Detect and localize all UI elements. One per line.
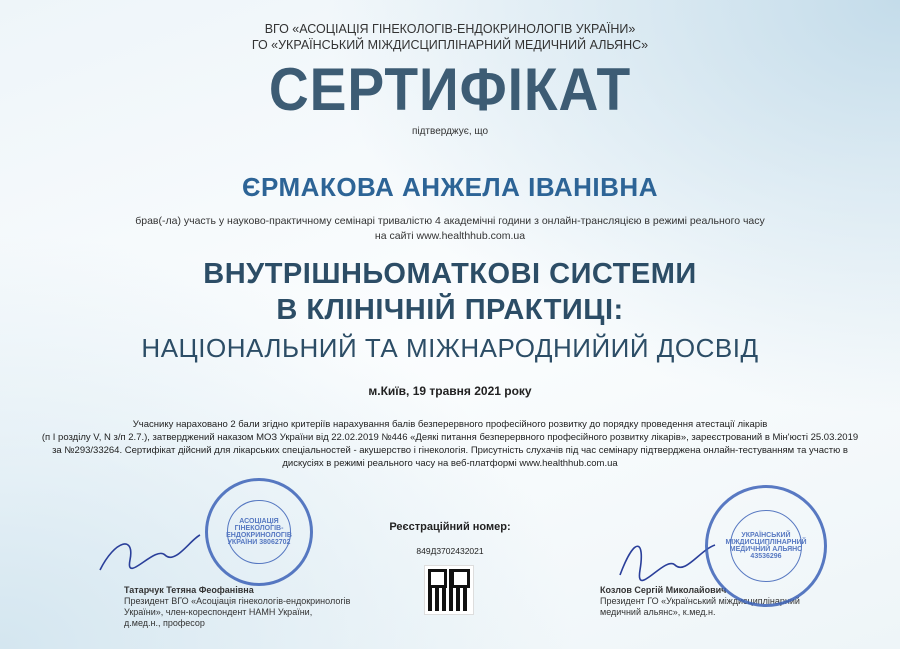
- signatory-left-name: Татарчук Тетяна Феофанівна: [124, 585, 254, 595]
- recipient-name: ЄРМАКОВА АНЖЕЛА ІВАНІВНА: [242, 172, 658, 202]
- details-line-1: Учаснику нараховано 2 бали згідно критеріїв нарахування балів безперервного професійного розвитку до порядку проведення атестації лікарів: [132, 419, 768, 430]
- signatory-left: [124, 585, 350, 629]
- details-line-4: дискусіях в режимі реального часу на веб-платформі www.healthhub.com.ua: [282, 458, 618, 469]
- signatory-right-title: Президент ГО «Український міждисциплінарний: [600, 596, 800, 606]
- organization-stamp-right: [705, 485, 827, 607]
- signature-right-icon: [610, 530, 720, 585]
- registration-number: 849Д3702432021: [416, 546, 484, 556]
- registration-label: Реєстраційний номер:: [389, 521, 511, 533]
- signatory-right-title: медичний альянс», к.мед.н.: [600, 607, 716, 617]
- confirms-text: підтверджує, що: [411, 126, 489, 137]
- signatory-left-title: д.мед.н., професор: [124, 618, 205, 628]
- signatory-right-name: Козлов Сергій Миколайович: [600, 585, 727, 595]
- seminar-title-line-1: ВНУТРІШНЬОМАТКОВІ СИСТЕМИ: [203, 258, 697, 290]
- stamp-text: АСОЦІАЦІЯ ГІНЕКОЛОГІВ-ЕНДОКРИНОЛОГІВ УКРАЇНИ 38062702: [227, 500, 290, 563]
- place-date: м.Київ, 19 травня 2021 року: [368, 384, 532, 398]
- signature-left-icon: [95, 530, 205, 580]
- organization-2: ГО «УКРАЇНСЬКИЙ МІЖДИСЦИПЛІНАРНИЙ МЕДИЧНИЙ АЛЬЯНС»: [251, 38, 649, 52]
- organization-1: ВГО «АСОЦІАЦІЯ ГІНЕКОЛОГІВ-ЕНДОКРИНОЛОГІВ УКРАЇНИ»: [264, 22, 636, 36]
- signatory-left-title: Президент ВГО «Асоціація гінекологів-ендокринологів: [124, 596, 351, 606]
- seminar-title-line-2: В КЛІНІЧНІЙ ПРАКТИЦІ:: [276, 294, 624, 326]
- signatory-left-title: України», член-кореспондент НАМН України,: [124, 607, 313, 617]
- qr-code[interactable]: [425, 566, 473, 614]
- stamp-text: УКРАЇНСЬКИЙ МІЖДИСЦИПЛІНАРНИЙ МЕДИЧНИЙ АЛЬЯНС 43536296: [730, 510, 802, 582]
- organization-stamp-left: [205, 478, 313, 586]
- seminar-title-line-3: НАЦІОНАЛЬНИЙ ТА МІЖНАРОДНИЙИЙ ДОСВІД: [141, 333, 759, 363]
- participation-line-1: брав(-ла) участь у науково-практичному семінарі тривалістю 4 академічні години з онлайн-трансляцією в режимі реального часу: [135, 215, 765, 227]
- details-line-2: (п І розділу V, N з/п 2.7.), затверджений наказом МОЗ України від 22.02.2019 №446 «Деякі питання безперервного професійного розвитку лікарів», зареєстрований в Мін'юсті 25.03.2019: [41, 432, 859, 443]
- certificate-title: СЕРТИФІКАТ: [268, 56, 632, 123]
- participation-line-2: на сайті www.healthhub.com.ua: [374, 230, 526, 242]
- details-line-3: за №293/33264. Сертифікат дійсний для лікарських спеціальностей - акушерство і гінекологія. Присутність слухачів під час семінару підтверджена онлайн-тестуванням та участю в: [52, 445, 848, 456]
